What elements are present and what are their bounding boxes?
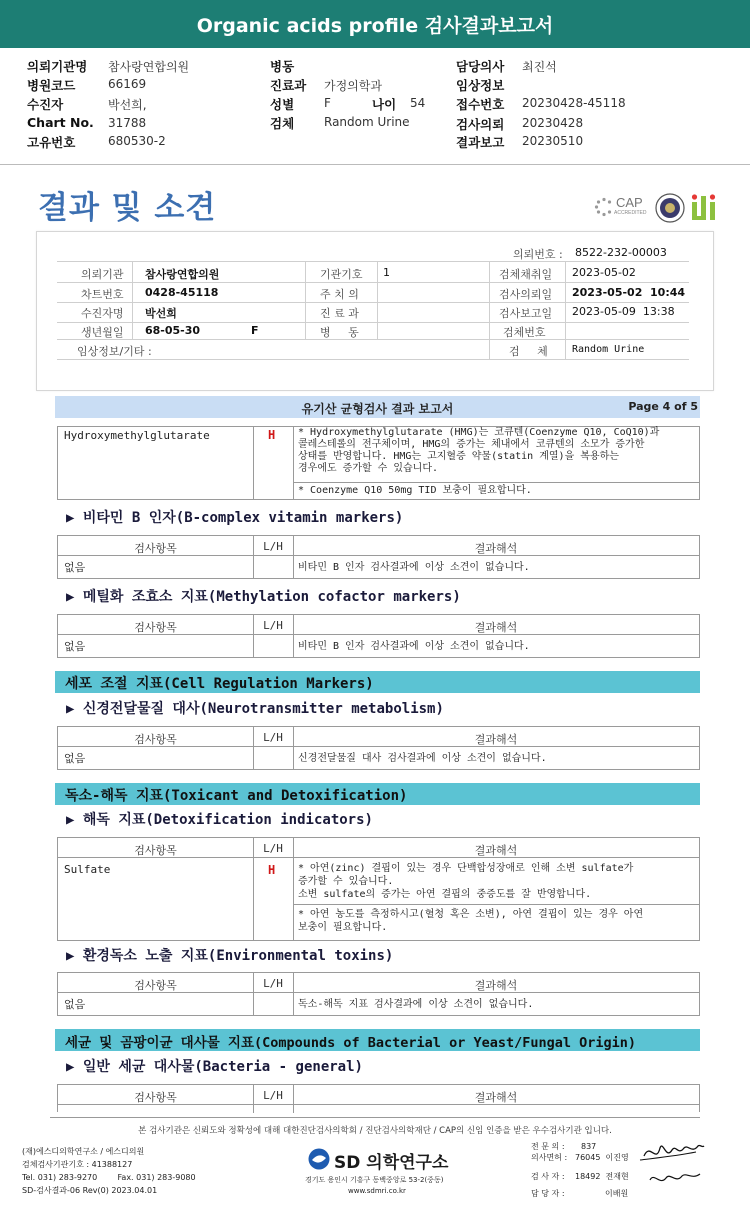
section-title: ▶ 비타민 B 인자(B-complex vitamin markers) bbox=[66, 510, 404, 526]
col-header-interp: 결과해석 bbox=[474, 542, 518, 555]
specimen-value: Random Urine bbox=[572, 344, 645, 355]
signature-icon bbox=[636, 1134, 708, 1192]
hdr-value: 참사랑연합의원 bbox=[108, 60, 190, 74]
detox-interpretation bbox=[298, 862, 633, 901]
clinical-label: 임상정보/기타 : bbox=[77, 345, 152, 358]
col-header-interp: 결과해석 bbox=[474, 733, 518, 746]
high-flag: H bbox=[268, 428, 276, 442]
patient-sheet bbox=[36, 231, 714, 391]
col-header-lh: L/H bbox=[263, 977, 283, 990]
col-header-item: 검사항목 bbox=[134, 542, 177, 555]
section-title: ▶ 일반 세균 대사물(Bacteria - general) bbox=[66, 1059, 363, 1075]
staff-value: 76045 이진영 bbox=[575, 1153, 629, 1162]
interp-line: * 아연(zinc) 결핍이 있는 경우 단백합성장애로 인해 소변 sulfate가 bbox=[298, 863, 634, 874]
hdr-label: 병동 bbox=[270, 59, 295, 74]
lab-logo-icon bbox=[691, 192, 717, 222]
hdr-label: 성별 bbox=[270, 97, 295, 112]
staff-label: 전 문 의 : bbox=[531, 1142, 565, 1151]
col-header-item: 검사항목 bbox=[134, 621, 177, 634]
interp-line: * 아연 농도를 측정하시고(혈청 혹은 소변), 아연 결핍이 있는 경우 아연 bbox=[298, 909, 644, 920]
sheet-value: 68-05-30 bbox=[145, 324, 201, 337]
test-item: 없음 bbox=[64, 752, 86, 765]
test-item: 없음 bbox=[64, 561, 86, 574]
interp-line: 상태를 반영합니다. HMG는 고지혈증 약물(statin 계열)을 복용하는 bbox=[298, 451, 619, 462]
col-header-lh: L/H bbox=[263, 1089, 283, 1102]
interp-line: 소변 sulfate의 증가는 아연 결핍의 중증도를 잘 반영합니다. bbox=[298, 889, 592, 900]
neurotransmitter-table bbox=[57, 726, 700, 770]
cap-sub: ACCREDITED bbox=[614, 210, 647, 216]
staff-label: 담 당 자 : bbox=[531, 1189, 565, 1198]
col-header-lh: L/H bbox=[263, 842, 283, 855]
col-header-lh: L/H bbox=[263, 540, 283, 553]
sheet-label: 주 치 의 bbox=[320, 288, 359, 301]
seal-logo-icon bbox=[655, 193, 685, 223]
test-item: Hydroxymethylglutarate bbox=[64, 429, 210, 442]
section-title: ▶ 환경독소 노출 지표(Environmental toxins) bbox=[66, 948, 394, 964]
col-header-item: 검사항목 bbox=[134, 1091, 177, 1104]
sd-brand bbox=[308, 1146, 448, 1172]
col-header-interp: 결과해석 bbox=[474, 1091, 518, 1104]
sheet-value: 2023-05-02 10:44 bbox=[572, 286, 686, 299]
staff-label: 검 사 자 : bbox=[531, 1172, 565, 1181]
b-vitamin-table bbox=[57, 535, 700, 579]
hdr-label: 담당의사 bbox=[456, 59, 505, 74]
hdr-label: 임상정보 bbox=[456, 78, 505, 93]
col-header-item: 검사항목 bbox=[134, 733, 177, 746]
staff-value: 이배원 bbox=[605, 1189, 629, 1198]
category-bar: 독소-해독 지표(Toxicant and Detoxification) bbox=[55, 783, 700, 805]
hdr-value: 680530-2 bbox=[108, 134, 166, 148]
interp-text: 신경전달물질 대사 검사결과에 이상 소견이 없습니다. bbox=[298, 753, 547, 764]
col-header-item: 검사항목 bbox=[134, 979, 177, 992]
footer-line: 검체검사기관기호 : 41388127 bbox=[22, 1160, 133, 1169]
sheet-value: 2023-05-02 bbox=[572, 266, 636, 279]
hdr-value: 20230428-45118 bbox=[522, 96, 626, 110]
high-flag: H bbox=[268, 863, 276, 877]
test-item: 없음 bbox=[64, 998, 86, 1011]
results-title: 결과 및 소견 bbox=[38, 190, 217, 226]
footer-line: (재)에스디의학연구소 / 에스디의원 bbox=[22, 1147, 145, 1156]
hdr-value: Random Urine bbox=[324, 115, 410, 129]
report-header-bar bbox=[55, 396, 700, 418]
report-title: Organic acids profile 검사결과보고서 bbox=[196, 14, 554, 37]
hdr-label: 진료과 bbox=[270, 78, 307, 93]
interp-line: * Hydroxymethylglutarate (HMG)는 코큐텐(Coenzyme Q10, CoQ10)과 bbox=[298, 427, 660, 438]
footer-divider bbox=[50, 1117, 700, 1118]
interp-line: 보충이 필요합니다. bbox=[298, 922, 388, 933]
hdr-label: 병원코드 bbox=[27, 78, 76, 93]
hdr-value: 20230428 bbox=[522, 116, 584, 130]
staff-label: 의사면허 : bbox=[531, 1153, 568, 1162]
age-label: 나이 bbox=[372, 97, 397, 112]
hdr-value: 최진석 bbox=[522, 60, 557, 74]
col-header-interp: 결과해석 bbox=[474, 979, 518, 992]
section-title: ▶ 해독 지표(Detoxification indicators) bbox=[66, 812, 373, 828]
footer-line: SD-검사결과-06 Rev(0) 2023.04.01 bbox=[22, 1186, 158, 1195]
report-subtitle: 유기산 균형검사 결과 보고서 bbox=[301, 402, 454, 416]
sheet-label: 병 동 bbox=[320, 326, 359, 339]
interp-line: 경우에도 증가할 수 있습니다. bbox=[298, 463, 439, 474]
test-item: Sulfate bbox=[64, 863, 111, 876]
methylation-table bbox=[57, 614, 700, 658]
hdr-label: 검체 bbox=[270, 116, 295, 131]
request-no-label: 의뢰번호 : bbox=[513, 248, 563, 261]
test-item: 없음 bbox=[64, 640, 86, 653]
col-header-lh: L/H bbox=[263, 619, 283, 632]
staff-value: 18492 전재현 bbox=[575, 1172, 629, 1181]
request-no: 8522-232-00003 bbox=[575, 246, 667, 259]
hdr-label: 의뢰기관명 bbox=[27, 59, 88, 74]
sheet-label: 생년월일 bbox=[81, 326, 124, 339]
hdr-value: 박선희, bbox=[108, 98, 147, 112]
accreditation-note: 본 검사기관은 신뢰도와 정확성에 대해 대한진단검사의학회 / 진단검사의학재단 / CAP의 신임 인증을 받은 우수검사기관 입니다. bbox=[138, 1126, 612, 1136]
footer-line: Tel. 031) 283-9270 Fax. 031) 283-9080 bbox=[22, 1173, 196, 1182]
col-header-lh: L/H bbox=[263, 731, 283, 744]
cap-text: CAP bbox=[616, 195, 643, 210]
sheet-label: 진 료 과 bbox=[320, 307, 359, 320]
hdr-value: F bbox=[324, 96, 331, 110]
sheet-label: 검사의뢰일 bbox=[499, 288, 553, 301]
hdr-label: 검사의뢰 bbox=[456, 117, 505, 132]
sd-logo-icon bbox=[308, 1148, 330, 1170]
hdr-label: Chart No. bbox=[27, 115, 94, 130]
cap-logo bbox=[594, 194, 650, 220]
category-bar: 세포 조절 지표(Cell Regulation Markers) bbox=[55, 671, 700, 693]
hdr-label: 결과보고 bbox=[456, 135, 505, 150]
sheet-value: 0428-45118 bbox=[145, 286, 219, 299]
interp-line: 콜레스테롤의 전구체이며, HMG의 증가는 체내에서 코큐텐의 소모가 증가한 bbox=[298, 439, 645, 450]
sheet-value: 박선희 bbox=[145, 307, 177, 320]
interp-text: 독소-해독 지표 검사결과에 이상 소견이 없습니다. bbox=[298, 999, 534, 1010]
sheet-label: 검사보고일 bbox=[499, 307, 553, 320]
interp-text: 비타민 B 인자 검사결과에 이상 소견이 없습니다. bbox=[298, 562, 530, 573]
staff-value: 837 bbox=[581, 1142, 597, 1151]
cap-dots-icon bbox=[594, 197, 614, 217]
divider bbox=[0, 164, 750, 165]
age-value: 54 bbox=[410, 96, 426, 110]
brand-name: SD 의학연구소 bbox=[334, 1153, 449, 1173]
col-header-interp: 결과해석 bbox=[474, 621, 518, 634]
hmg-table bbox=[57, 426, 700, 500]
col-header-interp: 결과해석 bbox=[474, 844, 518, 857]
hdr-label: 수진자 bbox=[27, 97, 64, 112]
hmg-interpretation bbox=[298, 427, 659, 475]
section-title: ▶ 신경전달물질 대사(Neurotransmitter metabolism) bbox=[66, 701, 444, 717]
report-banner bbox=[0, 0, 750, 48]
detox-recommendation bbox=[298, 908, 643, 934]
category-bar: 세균 및 곰팡이균 대사물 지표(Compounds of Bacterial or Yeast/Fungal Origin) bbox=[55, 1029, 700, 1051]
sheet-label: 의뢰기관 bbox=[81, 268, 124, 281]
sheet-label: 수진자명 bbox=[81, 307, 124, 320]
hdr-value: 가정의학과 bbox=[324, 79, 382, 93]
hdr-value: 20230510 bbox=[522, 134, 584, 148]
section-title: ▶ 메틸화 조효소 지표(Methylation cofactor markers) bbox=[66, 589, 461, 605]
hmg-recommendation: * Coenzyme Q10 50mg TID 보충이 필요합니다. bbox=[298, 485, 532, 496]
specimen-label: 검 체 bbox=[509, 345, 548, 358]
col-header-item: 검사항목 bbox=[134, 844, 177, 857]
detox-table bbox=[57, 837, 700, 941]
hdr-value: 66169 bbox=[108, 77, 147, 91]
bacteria-table bbox=[57, 1084, 700, 1112]
sheet-value: 2023-05-09 13:38 bbox=[572, 305, 675, 318]
page-indicator: Page 4 of 5 bbox=[628, 400, 698, 413]
website: www.sdmri.co.kr bbox=[348, 1187, 406, 1195]
sheet-label: 기관기호 bbox=[320, 268, 363, 281]
sheet-label: 검체번호 bbox=[503, 326, 546, 339]
sheet-sex: F bbox=[251, 324, 259, 337]
sheet-value: 1 bbox=[383, 266, 390, 279]
hdr-value: 31788 bbox=[108, 116, 147, 130]
interp-text: 비타민 B 인자 검사결과에 이상 소견이 없습니다. bbox=[298, 641, 530, 652]
sheet-label: 검체채취일 bbox=[499, 268, 553, 281]
hdr-label: 접수번호 bbox=[456, 97, 505, 112]
env-toxins-table bbox=[57, 972, 700, 1016]
sheet-value: 참사랑연합의원 bbox=[145, 268, 220, 281]
sheet-label: 차트번호 bbox=[81, 288, 124, 301]
interp-line: 증가할 수 있습니다. bbox=[298, 876, 394, 887]
address: 경기도 용인시 기흥구 동백중앙로 53-2(중동) bbox=[305, 1176, 444, 1184]
hdr-label: 고유번호 bbox=[27, 135, 76, 150]
